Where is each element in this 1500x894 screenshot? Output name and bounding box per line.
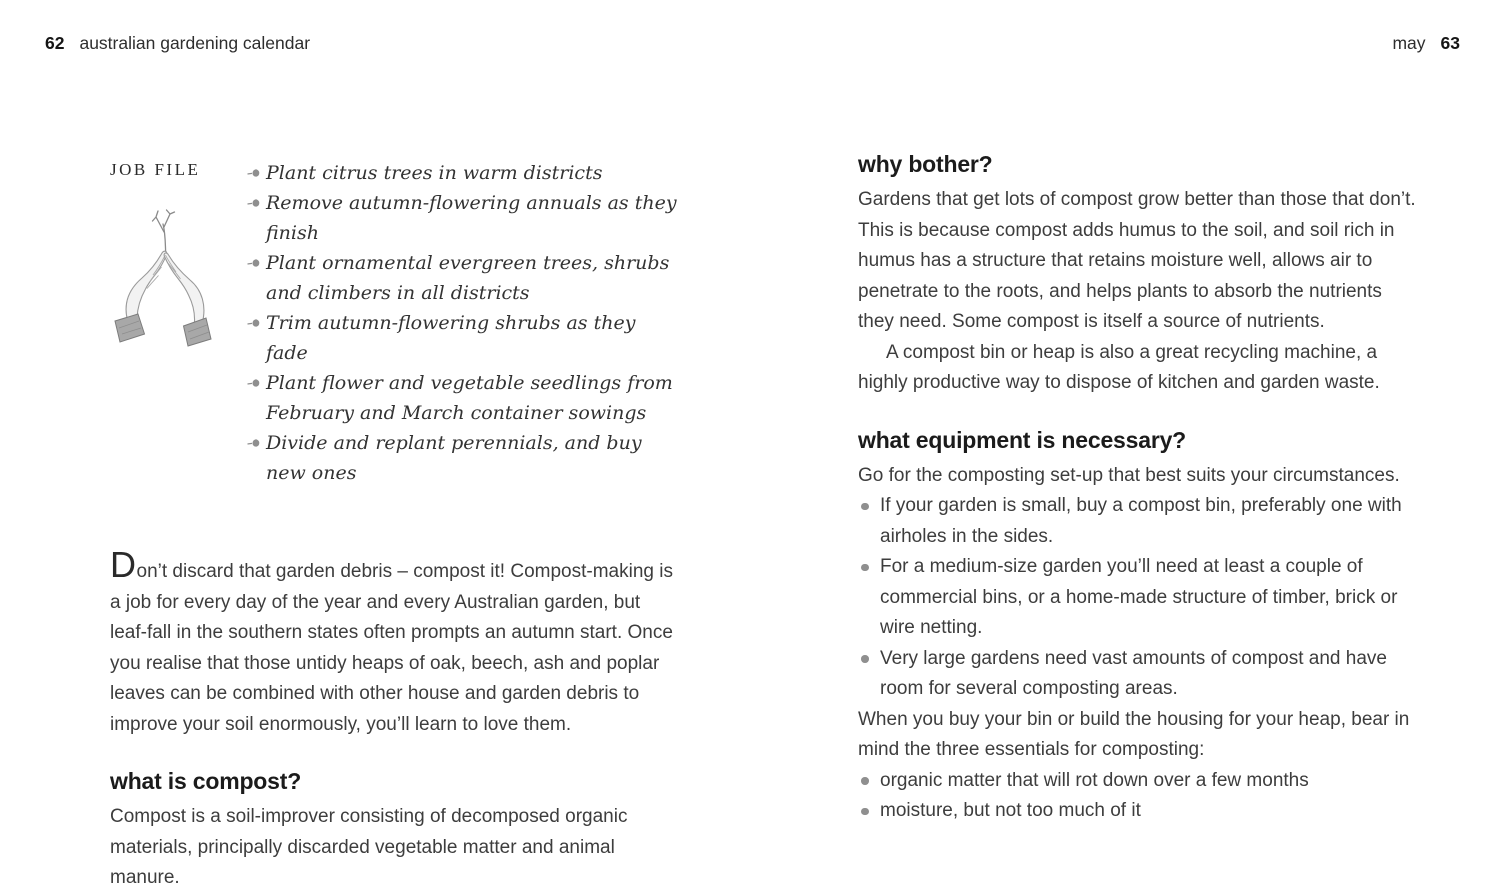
running-header-right (1392, 33, 1460, 54)
leaf-bullet-icon (247, 198, 261, 209)
dot-bullet-icon (861, 503, 869, 511)
initial-capital: D (110, 544, 137, 585)
dot-bullet-icon (861, 777, 869, 785)
job-file-side (110, 158, 247, 488)
intro-paragraph (110, 544, 678, 740)
leaf-bullet-icon (247, 168, 261, 179)
left-hand-sketch (126, 251, 167, 322)
job-file-item: Divide and replant perennials, and buy new ones (247, 428, 678, 488)
intro-paragraph-text: on’t discard that garden debris – compost it! Compost-making is a job for every day of the year and every Australian garden, but leaf-fall in the southern states often prompts an autumn start. Once you realise that those untidy heaps of oak, beech, ash and poplar leaves can be combined with other house and garden debris to improve your soil enormously, you’ll learn to love them. (110, 561, 673, 735)
hands-holding-plant-cutting-illustration (104, 200, 247, 353)
job-file-item: Plant flower and vegetable seedlings from February and March container sowings (247, 368, 678, 428)
essentials-bullet-item: moisture, but not too much of it (858, 796, 1420, 827)
running-title-left: australian gardening calendar (79, 33, 311, 53)
job-file-item: Remove autumn-flowering annuals as they finish (247, 188, 678, 248)
equipment-bullet-list (858, 491, 1420, 705)
leaf-bullet-icon (247, 378, 261, 389)
essentials-bullet-list (858, 766, 1420, 827)
job-file-block (110, 158, 678, 488)
dot-bullet-icon (861, 808, 869, 816)
section-body: Compost is a soil-improver consisting of decomposed organic materials, principally discarded vegetable matter and animal manure. (110, 806, 628, 888)
job-file-list (247, 158, 678, 488)
right-cuff-sketch (184, 318, 212, 346)
section-equipment (858, 426, 1420, 827)
section-heading: what equipment is necessary? (858, 426, 1187, 453)
dot-bullet-icon (861, 655, 869, 663)
equipment-bullet-item: For a medium-size garden you’ll need at least a couple of commercial bins, or a home-made structure of timber, brick or wire netting. (858, 552, 1420, 644)
section-heading: what is compost? (110, 768, 302, 794)
equipment-intro: Go for the composting set-up that best suits your circumstances. (858, 464, 1400, 486)
equipment-note: When you buy your bin or build the housing for your heap, bear in mind the three essentials for composting: (858, 708, 1410, 760)
right-hand-finger-lines (166, 255, 181, 279)
section-what-is-compost (110, 767, 678, 894)
job-file-label: JOB FILE (110, 160, 201, 179)
equipment-bullet-item: Very large gardens need vast amounts of compost and have room for several composting areas. (858, 644, 1420, 705)
section-heading: why bother? (858, 151, 993, 177)
right-page-column (858, 150, 1420, 827)
page-number-right: 63 (1440, 33, 1460, 53)
running-title-right: may (1392, 33, 1426, 53)
job-file-item: Plant ornamental evergreen trees, shrubs and climbers in all districts (247, 248, 678, 308)
job-file-item: Plant citrus trees in warm districts (247, 158, 678, 188)
twig-sketch (153, 210, 175, 258)
why-bother-paragraph-2: A compost bin or heap is also a great recycling machine, a highly productive way to dispose of kitchen and garden waste. (858, 341, 1380, 393)
equipment-bullet-item: If your garden is small, buy a compost bin, preferably one with airholes in the sides. (858, 491, 1420, 552)
leaf-bullet-icon (247, 438, 261, 449)
section-why-bother (858, 150, 1420, 399)
leaf-bullet-icon (247, 258, 261, 269)
page-number-left: 62 (45, 33, 65, 53)
dot-bullet-icon (861, 564, 869, 572)
left-page-column (110, 158, 678, 894)
why-bother-paragraph-1: Gardens that get lots of compost grow better than those that don’t. This is because compost adds humus to the soil, and soil rich in humus has a structure that retains moisture well, allows air to penetrate to the roots, and helps plants to absorb the nutrients they need. Some compost is itself a source of nutrients. (858, 189, 1416, 332)
job-file-item: Trim autumn-flowering shrubs as they fade (247, 308, 678, 368)
running-header-left (45, 33, 310, 54)
leaf-bullet-icon (247, 318, 261, 329)
essentials-bullet-item: organic matter that will rot down over a few months (858, 766, 1420, 797)
